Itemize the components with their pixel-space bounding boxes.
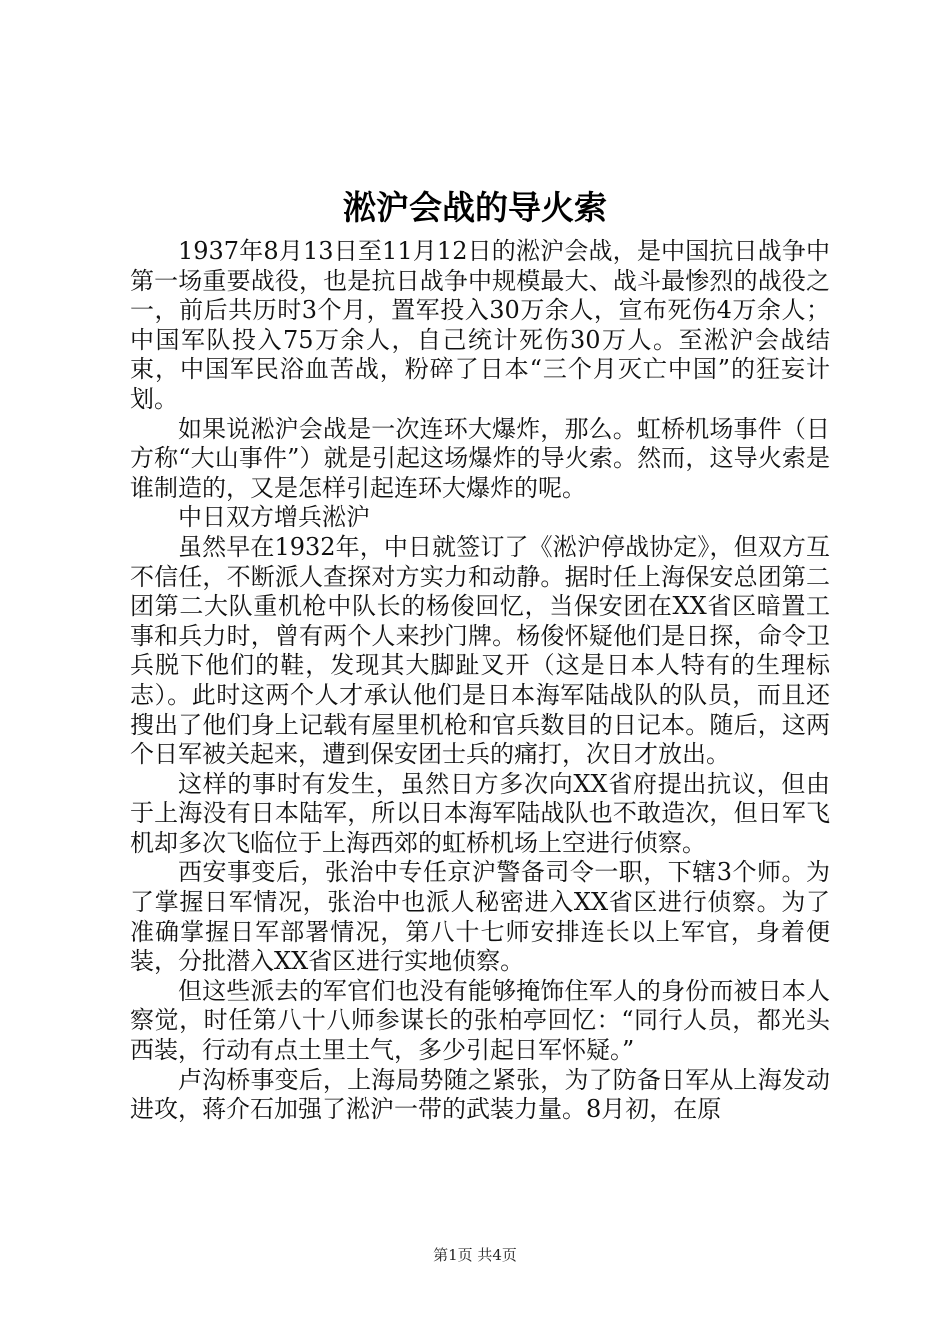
paragraph: 卢沟桥事变后，上海局势随之紧张，为了防备日军从上海发动进攻，蒋介石加强了淞沪一带的武装力量。8月初，在原 — [130, 1065, 830, 1124]
paragraph: 但这些派去的军官们也没有能够掩饰住军人的身份而被日本人察觉，时任第八十八师参谋长的张柏亭回忆：“同行人员，都光头西装，行动有点土里土气，多少引起日军怀疑。” — [130, 976, 830, 1065]
document-body — [130, 237, 830, 1125]
paragraph: 西安事变后，张治中专任京沪警备司令一职，下辖3个师。为了掌握日军情况，张治中也派人秘密进入XX省区进行侦察。为了准确掌握日军部署情况，第八十七师安排连长以上军官，身着便装，分批潜入XX省区进行实地侦察。 — [130, 858, 830, 976]
paragraph: 如果说淞沪会战是一次连环大爆炸，那么。虹桥机场事件（日方称“大山事件”）就是引起这场爆炸的导火索。然而，这导火索是谁制造的，又是怎样引起连环大爆炸的呢。 — [130, 414, 830, 502]
paragraph: 这样的事时有发生，虽然日方多次向XX省府提出抗议，但由于上海没有日本陆军，所以日本海军陆战队也不敢造次，但日军飞机却多次飞临位于上海西郊的虹桥机场上空进行侦察。 — [130, 769, 830, 857]
document-title: 淞沪会战的导火索 — [343, 188, 607, 227]
page-number-footer: 第1页 共4页 — [433, 1246, 517, 1264]
paragraph: 1937年8月13日至11月12日的淞沪会战，是中国抗日战争中第一场重要战役，也是抗日战争中规模最大、战斗最惨烈的战役之一，前后共历时3个月，置军投入30万余人，宣布死伤4万余人；中国军队投入75万余人，自己统计死伤30万人。至淞沪会战结束，中国军民浴血苦战，粉碎了日本“三个月灭亡中国”的狂妄计划。 — [130, 237, 830, 413]
section-heading: 中日双方增兵淞沪 — [178, 503, 370, 532]
paragraph: 虽然早在1932年，中日就签订了《淞沪停战协定》，但双方互不信任，不断派人查探对方实力和动静。据时任上海保安总团第二团第二大队重机枪中队长的杨俊回忆，当保安团在XX省区暗置工事和兵力时，曾有两个人来抄门牌。杨俊怀疑他们是日探，命令卫兵脱下他们的鞋，发现其大脚趾叉开（这是日本人特有的生理标志）。此时这两个人才承认他们是日本海军陆战队的队员，而且还搜出了他们身上记载有屋里机枪和官兵数目的日记本。随后，这两个日军被关起来，遭到保安团士兵的痛打，次日才放出。 — [130, 532, 830, 769]
